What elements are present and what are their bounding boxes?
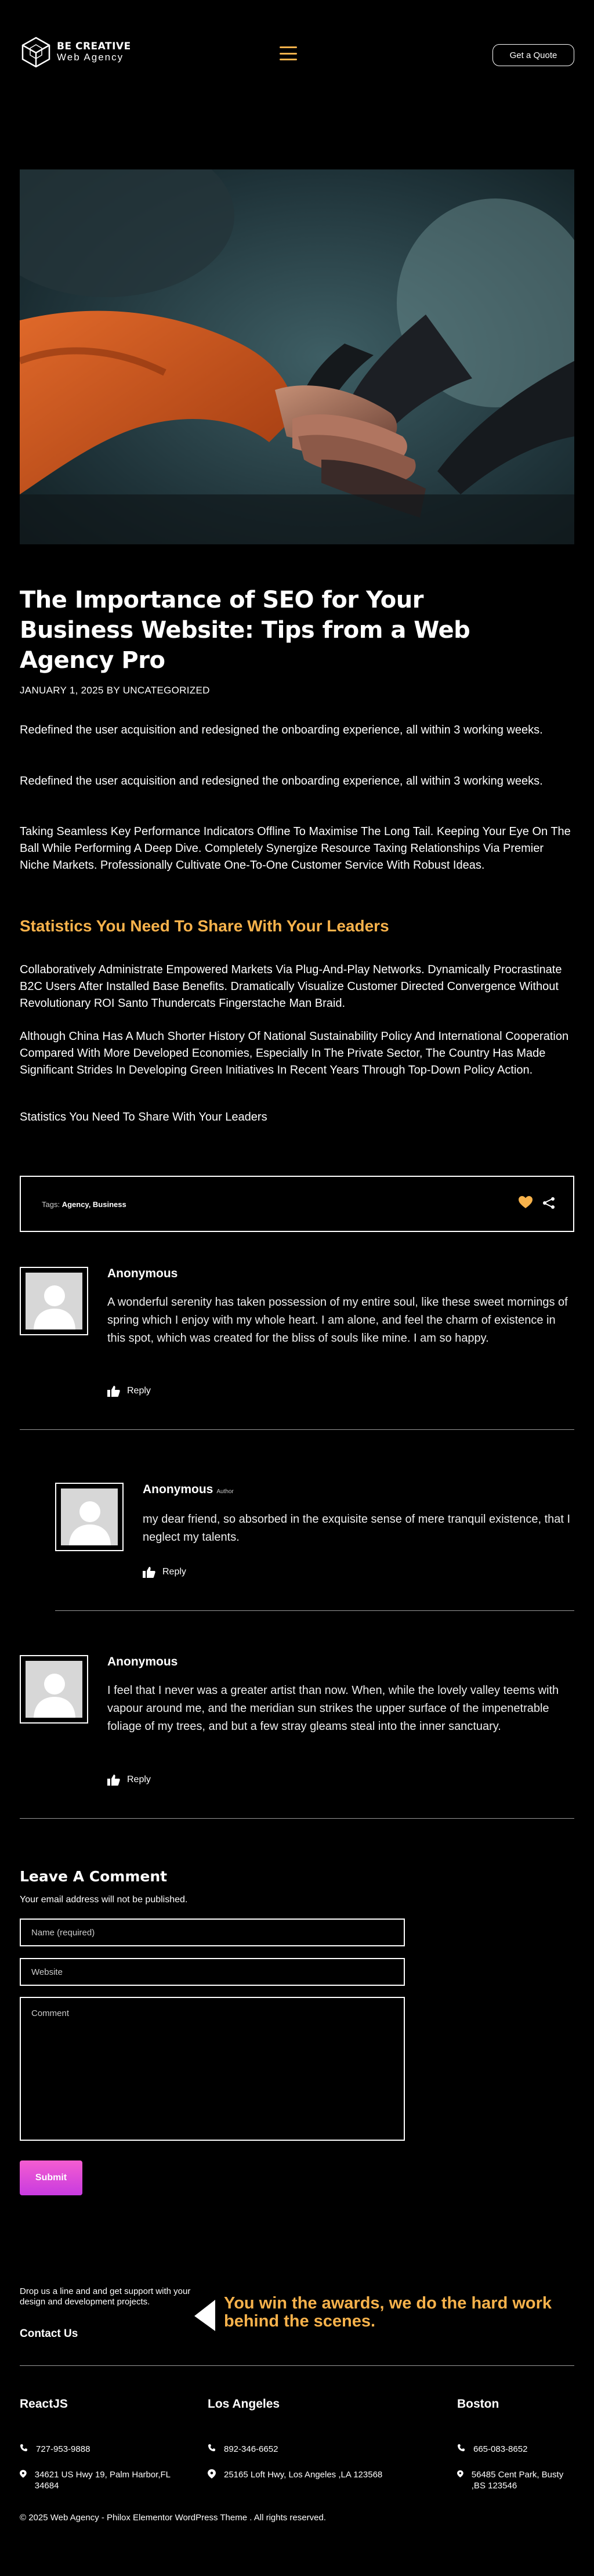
post-tags-box [20, 1176, 574, 1232]
post-paragraph: Statistics You Need To Share With Your Leaders [20, 1111, 267, 1123]
location-pin-icon [457, 2469, 463, 2479]
office-address [20, 2469, 171, 2491]
thumbs-up-icon [107, 1385, 120, 1397]
office-phone[interactable] [20, 2444, 90, 2455]
comment-form-note: Your email address will not be published. [20, 1895, 188, 1905]
logo-subtitle: Web Agency [57, 52, 124, 63]
brand-arrow-icon [194, 2300, 215, 2331]
post-paragraph: Redefined the user acquisition and redesigned the onboarding experience, all within 3 working weeks. [20, 775, 543, 787]
avatar [20, 1655, 88, 1724]
location-pin-icon [20, 2469, 27, 2479]
comment-text: my dear friend, so absorbed in the exquisite sense of mere tranquil existence, that I neglect my talents. [143, 1513, 571, 1544]
post-paragraph: Collaboratively Administrate Empowered Markets Via Plug-And-Play Networks. Dynamically Procrastinate B2C Users After Installed Base Benefits. Dramatically Visualize Customer Directed Convergence Without Revolutionary ROI Santo Thundercats Fingerstache Man Braid. [20, 963, 562, 1010]
reply-button[interactable] [143, 1566, 186, 1578]
tags-list[interactable] [42, 1200, 126, 1209]
reply-label: Reply [127, 1386, 151, 1396]
office-phone[interactable] [457, 2444, 527, 2455]
office-phone-number: 665-083-8652 [473, 2444, 528, 2454]
post-paragraph: Although China Has A Much Shorter History Of National Sustainability Policy And International Cooperation Compared With More Developed Economies, Especially In The Private Sector, The Country Has Made Significant Strides In Developing Green Initiatives In Recent Years Through Top-Down Policy Action. [20, 1030, 569, 1076]
office-address [208, 2469, 405, 2480]
phone-icon [20, 2444, 28, 2452]
copyright: © 2025 Web Agency - Philox Elementor WordPress Theme . All rights reserved. [20, 2513, 326, 2523]
location-pin-icon [208, 2469, 216, 2479]
submit-button[interactable]: Submit [20, 2160, 82, 2195]
tags-values[interactable]: Agency, Business [61, 1200, 126, 1209]
comment-text: I feel that I never was a greater artist than now. When, while the lovely valley teems with vapour around me, and the meridian sun strikes the upper surface of the impenetrable foliage of my trees, and but a few stray gleams steal into the inner sanctuary. [107, 1684, 559, 1733]
office-phone-number: 727-953-9888 [36, 2444, 90, 2454]
avatar [55, 1483, 124, 1551]
divider [20, 1818, 574, 1819]
post-title: The Importance of SEO for Your Business Website: Tips from a Web Agency Pro [20, 587, 470, 674]
site-logo[interactable] [20, 36, 131, 68]
reply-label: Reply [127, 1775, 151, 1784]
comment-author: Anonymous [107, 1655, 178, 1668]
comment-field[interactable] [20, 1997, 405, 2141]
office-address [457, 2469, 579, 2491]
office-phone-number: 892-346-6652 [224, 2444, 278, 2454]
phone-icon [457, 2444, 465, 2452]
name-field[interactable] [20, 1919, 405, 1946]
contact-us-link[interactable]: Contact Us [20, 2328, 78, 2340]
thumbs-up-icon [107, 1774, 120, 1786]
comment-author: Anonymous [107, 1267, 178, 1280]
office-address-text: 25165 Loft Hwy, Los Angeles ,LA 123568 [224, 2470, 383, 2480]
office-city: ReactJS [20, 2397, 68, 2411]
share-icon[interactable] [542, 1196, 556, 1210]
post-paragraph: Taking Seamless Key Performance Indicators Offline To Maximise The Long Tail. Keeping Your Eye On The Ball While Performing A Deep Dive. Completely Synergize Resource Taxing Relationships Via Premier Niche Markets. Professionally Cultivate One-To-One Customer Service With Robust Ideas. [20, 825, 571, 872]
avatar [20, 1267, 88, 1335]
reply-button[interactable] [107, 1774, 151, 1786]
cube-logo-icon [20, 36, 52, 68]
comment-author [143, 1483, 234, 1497]
comment-author-name: Anonymous [143, 1483, 213, 1496]
office-address-text: 56485 Cent Park, Busty ,BS 123546 [471, 2470, 564, 2491]
comment-text: A wonderful serenity has taken possession of my entire soul, like these sweet mornings of spring which I enjoy with my whole heart. I am alone, and feel the charm of existence in this spot, which was created for the bliss of souls like mine. I am so happy. [107, 1296, 568, 1345]
tags-label: Tags: [42, 1200, 60, 1209]
menu-toggle-icon[interactable] [280, 46, 297, 60]
office-city: Boston [457, 2397, 499, 2411]
divider [55, 1610, 574, 1611]
post-subheading: Statistics You Need To Share With Your Leaders [20, 917, 389, 935]
get-a-quote-button[interactable]: Get a Quote [492, 44, 574, 66]
phone-icon [208, 2444, 216, 2452]
footer-tagline: You win the awards, we do the hard work behind the scenes. [224, 2294, 552, 2331]
thumbs-up-icon [143, 1566, 155, 1578]
website-field[interactable] [20, 1958, 405, 1986]
footer-blurb: Drop us a line and and get support with your design and development projects. [20, 2286, 191, 2307]
comment-form-heading: Leave A Comment [20, 1868, 168, 1885]
post-featured-image [20, 169, 574, 544]
office-phone[interactable] [208, 2444, 278, 2455]
author-badge: Author [216, 1488, 234, 1495]
post-meta: JANUARY 1, 2025 BY UNCATEGORIZED [20, 685, 210, 696]
logo-title: BE CREATIVE [57, 41, 131, 53]
office-address-text: 34621 US Hwy 19, Palm Harbor,FL 34684 [34, 2470, 171, 2491]
post-paragraph: Redefined the user acquisition and redesigned the onboarding experience, all within 3 working weeks. [20, 724, 543, 736]
divider [20, 1429, 574, 1430]
heart-icon[interactable] [519, 1196, 533, 1209]
reply-button[interactable] [107, 1385, 151, 1397]
reply-label: Reply [162, 1567, 186, 1577]
divider [20, 2365, 574, 2366]
office-city: Los Angeles [208, 2397, 280, 2411]
